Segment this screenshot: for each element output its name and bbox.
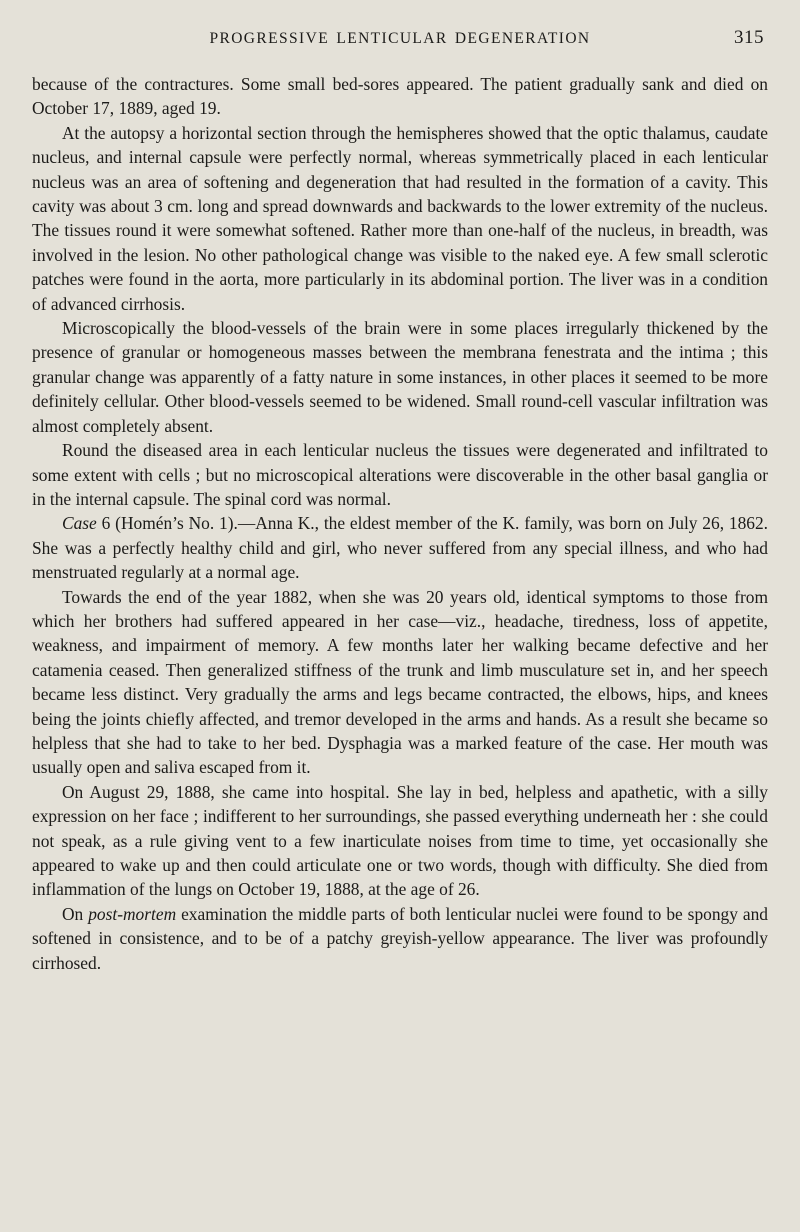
- page-number: 315: [734, 27, 764, 48]
- paragraph-post-mortem: [32, 902, 768, 975]
- paragraph-text: Microscopically the blood-vessels of the brain were in some places irregularly thickened by the presence of granular or homogeneous masses between the membrana fenestrata and the intima ; this granular change was apparently of a fatty nature in some instances, in other places it seemed to be more definitely cellular. Other blood-vessels seemed to be widened. Small round-cell vascular infiltration was almost completely absent.: [32, 318, 768, 436]
- paragraph-autopsy: [32, 121, 768, 316]
- paragraph-lead: On: [62, 903, 89, 924]
- paragraph-text: examination the middle parts of both lenticular nuclei were found to be spongy and softened in consistence, and to be of a patchy greyish-yellow appearance. The liver was profoundly cirrhosed.: [32, 903, 768, 973]
- paragraph-text: because of the contractures. Some small bed-sores appeared. The patient gradually sank and died on October 17, 1889, aged 19.: [32, 74, 768, 119]
- italic-term: post-mortem: [88, 903, 177, 924]
- case-label: Case: [62, 513, 97, 534]
- running-head: [32, 28, 768, 54]
- paragraph-continued: [32, 72, 768, 121]
- paragraph-text: At the autopsy a horizontal section through the hemispheres showed that the optic thalamus, caudate nucleus, and internal capsule were perfectly normal, whereas symmetrically placed in each lenticular nucleus was an area of softening and degeneration that had resulted in the formation of a cavity. This cavity was about 3 cm. long and spread downwards and backwards to the lower extremity of the nucleus. The tissues round it were somewhat softened. Rather more than one-half of the nucleus, in breadth, was involved in the lesion. No other pathological change was visible to the naked eye. A few small sclerotic patches were found in the aorta, more particularly in its abdominal portion. The liver was in a condition of advanced cirrhosis.: [32, 122, 768, 314]
- paragraph-text: 6 (Homén’s No. 1).—Anna K., the eldest member of the K. family, was born on July 26, 1862. She was a perfectly healthy child and girl, who never suffered from any special illness, and who had menstruated regularly at a normal age.: [32, 513, 768, 583]
- paragraph-text: On August 29, 1888, she came into hospital. She lay in bed, helpless and apathetic, with a silly expression on her face ; indifferent to her surroundings, she passed everything underneath her : she could not speak, as a rule giving vent to a few inarticulate noises from time to time, yet occasionally she appeared to wake up and then could articulate one or two words, though with difficulty. She died from inflammation of the lungs on October 19, 1888, at the age of 26.: [32, 781, 768, 900]
- paragraph-microscopy: [32, 316, 768, 438]
- paragraph-text: Round the diseased area in each lenticular nucleus the tissues were degenerated and infiltrated to some extent with cells ; but no microscopical alterations were discoverable in the other basal ganglia or in the internal capsule. The spinal cord was normal.: [32, 440, 768, 509]
- running-title: PROGRESSIVE LENTICULAR DEGENERATION: [209, 30, 591, 47]
- body-text: [32, 72, 768, 975]
- paragraph-text: Towards the end of the year 1882, when she was 20 years old, identical symptoms to those from which her brothers had suffered appeared in her case—viz., headache, tiredness, loss of appetite, weakness, and impairment of memory. A few months later her walking became defective and her catamenia ceased. Then generalized stiffness of the trunk and limb musculature set in, and her speech became less distinct. Very gradually the arms and legs became contracted, the elbows, hips, and knees being the joints chiefly affected, and tremor developed in the arms and hands. As a result she became so helpless that she had to take to her bed. Dysphagia was a marked feature of the case. Her mouth was usually open and saliva escaped from it.: [32, 586, 768, 778]
- paragraph-hospital: [32, 780, 768, 902]
- paragraph-symptoms: [32, 585, 768, 780]
- paragraph-lenticular-tissues: [32, 438, 768, 511]
- paragraph-case-6: [32, 511, 768, 584]
